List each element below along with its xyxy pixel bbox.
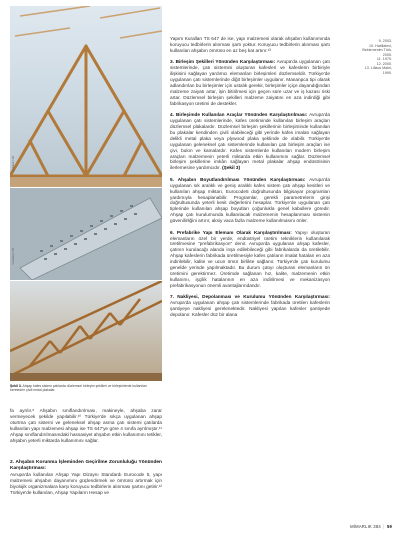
figure-label: Şekil 3. xyxy=(10,384,22,388)
section-5-text: Avrupa'da uygulanan sık aralıklı ve geniş aralıklı kafes sistem çatı ahşap kesitleri ve kullanılan ahşap miktarı, Eurocode5 doğrultusunda bilgisayar programları yardımıyla hesaplanabilir. Programlar, gerekli parametrelerin girişi doğrultusunda yeterli kesit değerlerini hesaplar. Türkiye'de uygulanan çatı tiplerinde kullanılan ahşap boyutları çoğunlukla genel kabullere göredir. Ahşap çatı kurulumunda kullanılacak malzemenin hesaplanması sistemin güvenilirliğini artırır, aksiy vaca fazla malzeme kullanılmasını önler. xyxy=(170,176,330,224)
reference-item: 12. 2000. xyxy=(376,61,392,66)
page-footer xyxy=(350,524,392,529)
issue-number: 384 xyxy=(373,524,381,529)
article-body xyxy=(170,36,330,324)
references-list xyxy=(336,39,392,75)
reference-item: 11. 1979. xyxy=(376,57,392,61)
left-paragraph: fa ayrılır.⁸ Ahşabın sınıflandırılması, makineyle, ahşaba zarar vermeyecek şekilde yapılabilir.¹⁰ Türkiye'de sıkça uygulanan ahşap oturtma çatı sistemi ve geleneksel ahşap asma çatı sistemi çatılarda kullanılan yapı malzemesi ahşap ise TS 647'ye göre 4 sınıfa ayrılmıştır.¹¹ Ahşap sınıflandırılmasındaki hassasiyet ahşabın etkin kullanımını tetikler, ahşabın yeterli miktarda kullanımını sağlar. xyxy=(10,408,162,443)
reference-item: Beklemenim Türk, xyxy=(362,48,392,52)
page-number: 59 xyxy=(386,524,392,529)
section-6 xyxy=(170,230,330,289)
reference-item: 13. Lillacs Malel, xyxy=(364,66,392,70)
section-3-heading: 3. Birleşim Şekilleri Yönünden Karşılaştırması: xyxy=(170,59,276,65)
section-7 xyxy=(170,294,330,318)
section-7-heading: 7. Nakliyesi, Depolanması ve Kurulumu Yönünden Karşılaştırması: xyxy=(170,294,330,300)
section-4-text: Avrupa'da uygulanan çatı sistemlerinde, kafes üretiminde kullanılan birleşim araçları düzlemsel plakalardır. Düzlemsel birleşim şekillerinin birleşiminde kullanılan bu plakalar kendinden çivili olabileceği gibi yerinde kafes imalatı sağlayan delikli metal plaka veya plywood plaka şeklinde de olabilir. Türkiye'de uygulanan geleneksel çatı sistemlerinde kullanılan çatı birleşim araçları ise çivi, bulon ve kamalardır. Kafes sistemlerde kullanılan modern birleşim araçları malzemenin yeterli miktarda etkin kullanımını sağlar. Düzlemsel birleşim şekillerine imkân sağlayan metal plakalar ahşap endüstrisinin ilerlemesine yardımcıdır. xyxy=(170,112,330,171)
roof-truss-photo xyxy=(10,281,162,381)
roof-truss-illustration xyxy=(10,281,162,381)
nail-plate-illustration xyxy=(10,188,162,280)
figure-caption xyxy=(10,384,162,392)
section-3 xyxy=(170,59,330,106)
section-2-text: Avrupa'da kullanılan Ahşap Yapı Dizaynı Standardı Eurocode 5, yapı malzemesi ahşabın dayanımını güçlendirmek ve ömrünü artırmak için biyolojik organizmalara karşı koruyucu tedbirlerin alınması şartını getirir.¹² Türkiye'de kullanılan, Ahşap Yapıların Hesap ve xyxy=(10,472,162,495)
reference-item: 2005. xyxy=(382,52,392,57)
section-6-text: Yapıyı oluşturan elemanların özel bir yerde, endüstriyel üretim tekniklerin kullanılarak üretilmesine "prefabrikasyon" denir. Avrupa'da uygulanan ahşap kafesler, çatının kurulacağı alanda inşa edilebileceği gibi fabrikalarda da üretilebilir. Ahşap kafeslerin fabrikada üretilmesiyle kafes çatıların imalat hataları en aza indirilebilir, kalite ve ucun ömür birlikte sağlanır. Türkiye'de çatı kurulumu genelde yerinde yapılmaktadır. Bu durum çatıyı oluşturan elemanların ön üretimini gerektirmez. Üretimde sağlanan hız, kalite, malzemenin etkin kullanımı, işçilik hatalarının en aza indirilmesi ve mekanizasyon prefabrikasyonun önemli avantajlarındandır. xyxy=(170,229,331,288)
figure-reference: (Şekil 3) xyxy=(222,165,241,171)
section-3-text: Avrupa'da uygulanan çatı sistemlerinde, çatı sistemini oluşturan kafesleri ve kafeslerin birbiriyle ilişkisini sağlayan yardımcı elemanları birleşimleri düzlemseldir. Türkiye'de uygulanan çatı sistemlerinde diğit birleşimler uygulanır. Mananpca tipi olarak adlandırılan bu birleşimler için ustalık gerekir, birleşimler içiçe dayandığından malzeme zaiyatı artar, işin bitirilmesi için geçen süre uzar ve iş kazası riski artar. Düzlemsel birleşim şekilleri malzeme zaiyatını en aza indirdiği gibi fabrikasyon üretimi de destekler. xyxy=(170,59,331,106)
section-4-heading: 4. Birleşimde Kullanılan Araçlar Yönünden Karşılaştırılması: xyxy=(170,112,308,118)
intro-paragraph: Yapım Kuralları TS 647 de ise, yapı malzemesi olarak ahşabın kullanımında koruyucu tedbirlerin alınması şartı yoktur. Koruyucu tedbirlerin alınması şartı kullanılan ahşabın ömrünü en az beş kat artırır.¹³ xyxy=(170,36,330,53)
reference-item: 10. Hatillalevi, xyxy=(369,43,392,48)
timber-truss-frame-illustration xyxy=(10,6,162,187)
section-4 xyxy=(170,112,330,171)
photo-credit: Sonbahar / AB xyxy=(12,156,15,173)
reference-item: 1990. xyxy=(382,70,392,75)
section-6-heading: 6. Prefabrike Yapı Elemanı Olarak Karşılaştırılması: xyxy=(170,229,292,235)
reference-item: 9. 2003. xyxy=(378,39,392,43)
metal-plate-photo xyxy=(10,188,162,280)
magazine-name: MİMARLIK xyxy=(350,524,372,529)
section-5 xyxy=(170,177,330,224)
figure-caption-text: Ahşap kafes sistem çatılarda düzlemsel birleşim şekilleri ve birleşimlerde kullanılan kereteden çivili metal plakalar. xyxy=(10,384,147,393)
truss-photo-top xyxy=(10,6,162,187)
photo-credit: Sonbahar / AB xyxy=(12,248,15,265)
section-7-text: Avrupa'da uygulanan ahşap çatı sistemlerinde fabrikada üretilen kafeslerin şantiyeye nakliyesi gerekmektedir. Nakliyesi yapılan kafesler şantiyede depolanır. Kafesler düz bir alana xyxy=(170,300,330,318)
section-5-heading: 5. Ahşabın Boyutlandırılması Yönünden Karşılaştırması: xyxy=(170,176,306,182)
section-2-heading: 2. Ahşabın Korunma İşleminden Geçirilme Zorunluluğu Yönünden Karşılaştırması: xyxy=(10,460,162,471)
footer-separator: | xyxy=(383,524,385,529)
